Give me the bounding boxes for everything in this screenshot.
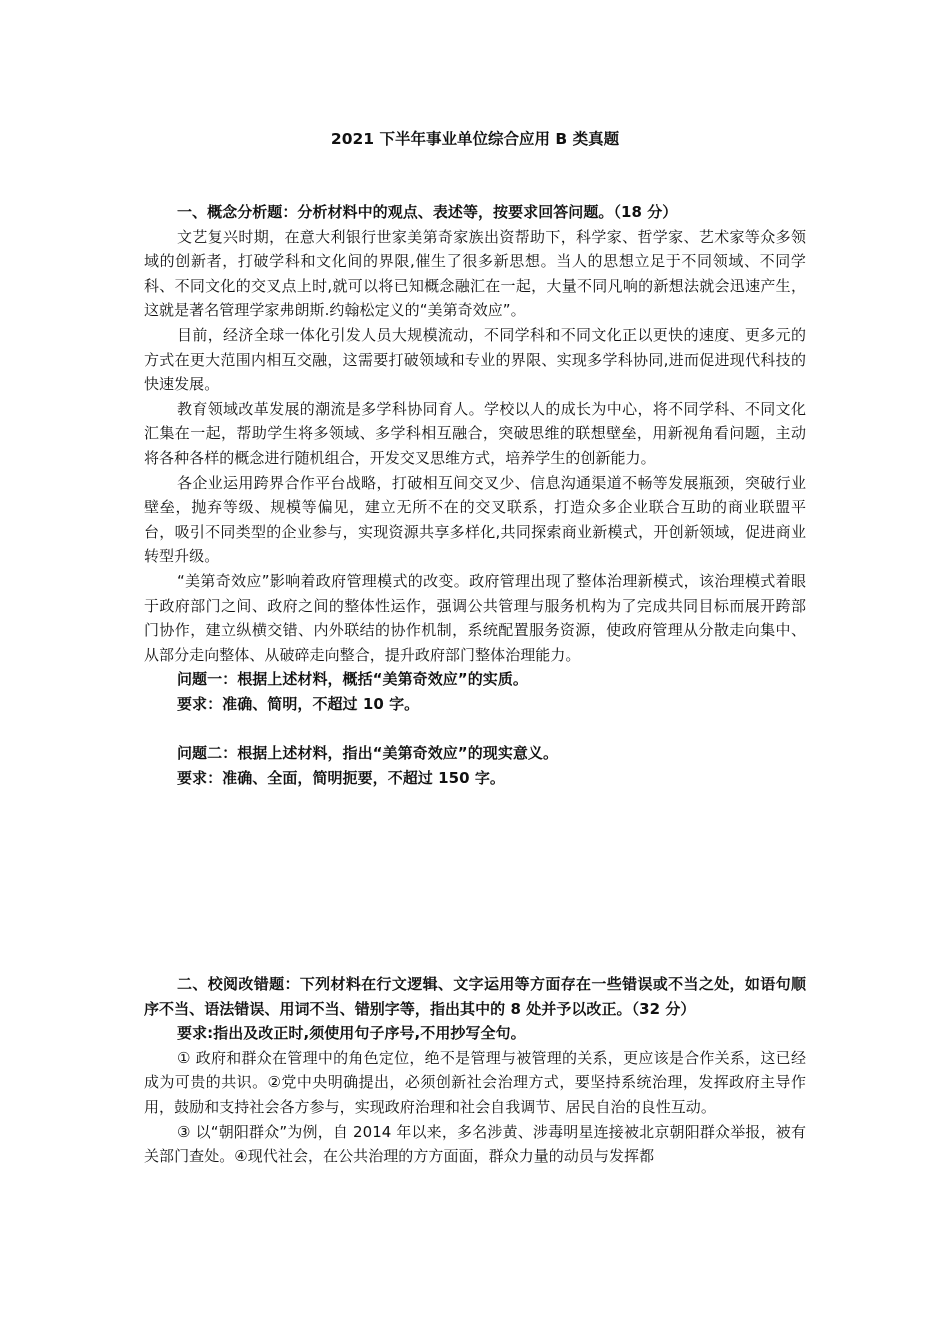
question-one: 问题一：根据上述材料，概括“美第奇效应”的实质。 — [177, 670, 528, 689]
section-heading: 二、校阅改错题：下列材料在行文逻辑、文字运用等方面存在一些错误或不当之处，如语句顺序不当、语法错误、用词不当、错别字等，指出其中的 8 处并予以改正。（32 分） — [144, 975, 806, 1018]
document-title: 2021 下半年事业单位综合应用 B 类真题 — [330, 130, 620, 148]
section-heading: 一、概念分析题：分析材料中的观点、表述等，按要求回答问题。（18 分） — [177, 203, 678, 221]
section-requirement: 要求:指出及改正时,须使用句子序号,不用抄写全句。 — [177, 1024, 526, 1043]
question-two-requirement: 要求：准确、全面，简明扼要，不超过 150 字。 — [177, 768, 505, 787]
question-two: 问题二：根据上述材料，指出“美第奇效应”的现实意义。 — [177, 744, 559, 763]
paragraph: ③ 以“朝阳群众”为例，自 2014 年以来，多名涉黄、涉毒明星连接被北京朝阳群众举报，被有关部门查处。④现代社会，在公共治理的方方面面，群众力量的动员与发挥都 — [144, 1122, 806, 1166]
paragraph: 目前，经济全球一体化引发人员大规模流动，不同学科和不同文化正以更快的速度、更多元的方式在更大范围内相互交融，这需要打破领域和专业的界限、实现多学科协同,进而促进现代科技的快速发展。 — [144, 325, 806, 394]
paragraph: 教育领域改革发展的潮流是多学科协同育人。学校以人的成长为中心，将不同学科、不同文化汇集在一起，帮助学生将多领域、多学科相互融合，突破思维的联想壁垒，用新视角看问题，主动将各种各样的概念进行随机组合，开发交叉思维方式，培养学生的创新能力。 — [144, 399, 806, 467]
section-concept-analysis — [144, 200, 806, 790]
paragraph: 各企业运用跨界合作平台战略，打破相互间交叉少、信息沟通渠道不畅等发展瓶颈，突破行业壁垒，抛弃等级、规模等偏见，建立无所不在的交叉联系，打造众多企业联合互助的商业联盟平台，吸引不同类型的企业参与，实现资源共享多样化,共同探索商业新模式，开创新领域，促进商业转型升级。 — [144, 473, 806, 566]
question-one-requirement: 要求：准确、简明，不超过 10 字。 — [177, 694, 420, 713]
paragraph: ① 政府和群众在管理中的角色定位，绝不是管理与被管理的关系，更应该是合作关系，这已经成为可贵的共识。②党中央明确提出，必须创新社会治理方式，要坚持系统治理，发挥政府主导作用，鼓励和支持社会各方参与，实现政府治理和社会自我调节、居民自治的良性互动。 — [144, 1048, 806, 1116]
spacer — [144, 716, 806, 741]
paragraph: “美第奇效应”影响着政府管理模式的改变。政府管理出现了整体治理新模式，该治理模式着眼于政府部门之间、政府之间的整体性运作，强调公共管理与服务机构为了完成共同目标而展开跨部门协作，建立纵横交错、内外联结的协作机制，系统配置服务资源，使政府管理从分散走向集中、从部分走向整体、从破碎走向整合，提升政府部门整体治理能力。 — [144, 571, 806, 664]
paragraph: 文艺复兴时期，在意大利银行世家美第奇家族出资帮助下，科学家、哲学家、艺术家等众多领域的创新者，打破学科和文化间的界限,催生了很多新思想。当人的思想立足于不同领域、不同学科、不同文化的交叉点上时,就可以将已知概念融汇在一起，大量不同凡响的新想法就会迅速产生，这就是著名管理学家弗朗斯.约翰松定义的“美第奇效应”。 — [144, 227, 806, 320]
section-proofreading — [144, 972, 806, 1169]
